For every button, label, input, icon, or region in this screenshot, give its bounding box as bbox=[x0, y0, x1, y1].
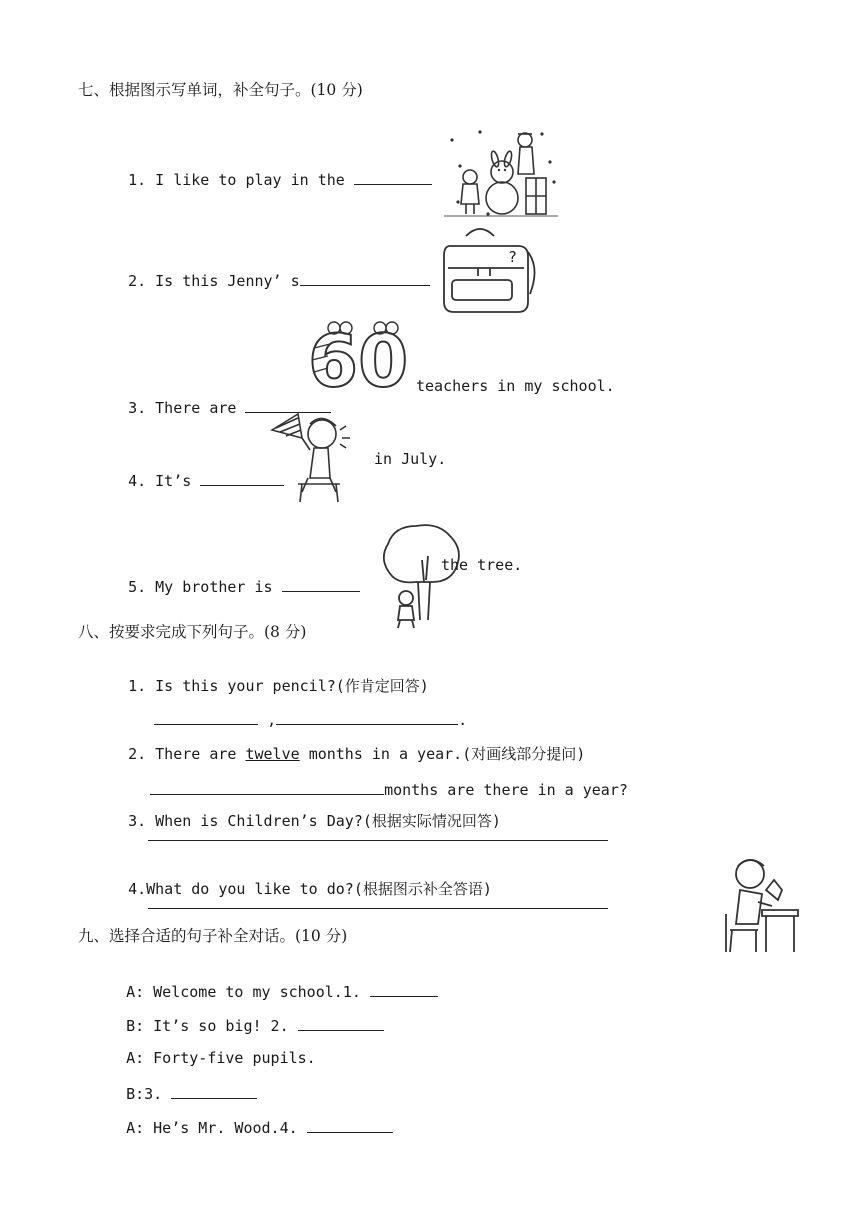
s8-q3-answer-line[interactable] bbox=[148, 840, 608, 841]
dialogue-text: A: He’s Mr. Wood.4. bbox=[126, 1119, 298, 1137]
dialogue-text: A: Forty-five pupils. bbox=[126, 1049, 316, 1067]
section9-heading: 九、选择合适的句子补全对话。(10 分) bbox=[78, 927, 348, 945]
answer-blank[interactable] bbox=[282, 575, 360, 592]
s8-q4 bbox=[110, 859, 492, 899]
question-text: Is this your pencil?(作肯定回答) bbox=[155, 677, 429, 695]
answer-blank[interactable] bbox=[307, 1116, 393, 1133]
question-number: 2. bbox=[128, 272, 147, 290]
question-text: It’s bbox=[155, 472, 192, 490]
dialogue-text: B:3. bbox=[126, 1085, 163, 1103]
section7-heading: 七、根据图示写单词，补全句子。(10 分) bbox=[78, 81, 363, 99]
boy-reading-at-desk-picture bbox=[722, 854, 802, 956]
s7-q3-after: teachers in my school. bbox=[416, 377, 615, 395]
s7-q4 bbox=[110, 449, 284, 491]
answer-tail: months are there in a year? bbox=[384, 781, 628, 799]
schoolbag-picture bbox=[438, 222, 540, 316]
answer-blank[interactable] bbox=[354, 168, 432, 185]
question-text: My brother is bbox=[155, 578, 273, 596]
comma: , bbox=[267, 711, 277, 729]
s7-q1 bbox=[110, 148, 432, 190]
s8-q1-answer: , . bbox=[136, 688, 467, 730]
s7-q2 bbox=[110, 249, 430, 291]
number-picture-text: 60 bbox=[308, 319, 409, 403]
answer-blank-2[interactable] bbox=[276, 708, 458, 725]
question-number: 4. bbox=[128, 880, 147, 898]
question-number: 2. bbox=[128, 745, 147, 763]
question-number: 1. bbox=[128, 677, 147, 695]
answer-blank[interactable] bbox=[300, 269, 430, 286]
s8-q4-answer-line[interactable] bbox=[148, 908, 608, 909]
section8-heading: 八、按要求完成下列句子。(8 分) bbox=[78, 623, 307, 641]
question-text: Is this Jenny’ s bbox=[155, 272, 300, 290]
hot-boy-with-fan-picture bbox=[268, 408, 354, 506]
answer-blank-1[interactable] bbox=[154, 708, 258, 725]
question-number: 3. bbox=[128, 812, 147, 830]
s7-q5-after: the tree. bbox=[441, 556, 523, 574]
dialogue-text: B: It’s so big! 2. bbox=[126, 1017, 289, 1035]
question-number: 1. bbox=[128, 171, 147, 189]
s9-line-5 bbox=[108, 1096, 393, 1138]
question-number: 4. bbox=[128, 472, 147, 490]
q2-question-mark: ? bbox=[508, 248, 518, 266]
question-text: When is Children’s Day?(根据实际情况回答) bbox=[155, 812, 501, 830]
boy-under-tree-picture bbox=[378, 520, 464, 630]
question-text: I like to play in the bbox=[155, 171, 345, 189]
underlined-word: twelve bbox=[245, 745, 300, 763]
question-number: 3. bbox=[128, 399, 147, 417]
s7-q5 bbox=[110, 555, 360, 597]
s8-q3 bbox=[110, 791, 501, 831]
snowman-picture bbox=[442, 122, 560, 220]
question-text-before: There are bbox=[155, 745, 237, 763]
question-text-after: months in a year.(对画线部分提问) bbox=[308, 745, 586, 763]
question-text: There are bbox=[155, 399, 237, 417]
question-number: 5. bbox=[128, 578, 147, 596]
question-text: What do you like to do?(根据图示补全答语) bbox=[146, 880, 492, 898]
s7-q4-after: in July. bbox=[374, 450, 447, 468]
dialogue-text: A: Welcome to my school.1. bbox=[126, 983, 361, 1001]
